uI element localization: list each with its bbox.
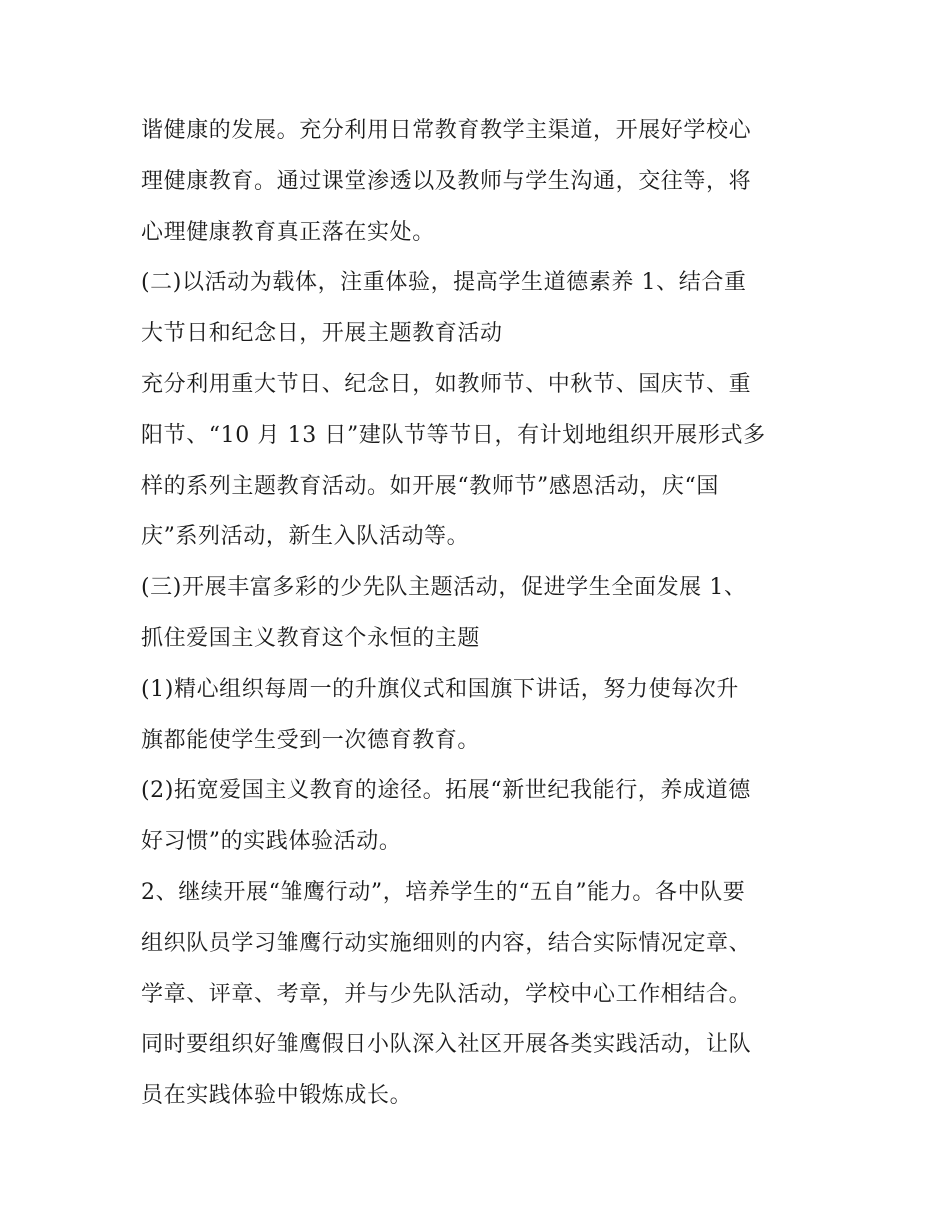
text-line: 学章、评章、考章，并与少先队活动，学校中心工作相结合。 [141, 981, 752, 1007]
section-heading-line: 抓住爱国主义教育这个永恒的主题 [141, 625, 481, 651]
section-heading-line: (三)开展丰富多彩的少先队主题活动，促进学生全面发展 1、 [141, 575, 747, 601]
text-line: 同时要组织好雏鹰假日小队深入社区开展各类实践活动，让队 [141, 1032, 752, 1058]
section-heading-line: 大节日和纪念日，开展主题教育活动 [141, 321, 503, 347]
text-line: (2)拓宽爱国主义教育的途径。拓展“新世纪我能行，养成道德 [141, 778, 751, 804]
text-line: 员在实践体验中锻炼成长。 [141, 1083, 413, 1109]
text-line: 心理健康教育真正落在实处。 [141, 219, 435, 245]
text-line: 好习惯”的实践体验活动。 [141, 829, 402, 855]
text-line: 理健康教育。通过课堂渗透以及教师与学生沟通，交往等，将 [141, 168, 752, 194]
section-heading-line: (二)以活动为载体，注重体验，提高学生道德素养 1、结合重 [141, 270, 747, 296]
text-line: (1)精心组织每周一的升旗仪式和国旗下讲话，努力使每次升 [141, 676, 739, 702]
text-line: 样的系列主题教育活动。如开展“教师节”感恩活动，庆“国 [141, 473, 719, 499]
text-line: 旗都能使学生受到一次德育教育。 [141, 727, 481, 753]
document-body [141, 106, 821, 1122]
text-line: 谐健康的发展。充分利用日常教育教学主渠道，开展好学校心 [141, 118, 752, 143]
text-line: 充分利用重大节日、纪念日，如教师节、中秋节、国庆节、重 [141, 371, 752, 397]
text-line: 阳节、“10 月 13 日”建队节等节日，有计划地组织开展形式多 [141, 422, 766, 448]
text-line: 2、继续开展“雏鹰行动”，培养学生的“五自”能力。各中队要 [141, 879, 746, 905]
text-line: 庆”系列活动，新生入队活动等。 [141, 524, 470, 550]
text-line: 组织队员学习雏鹰行动实施细则的内容，结合实际情况定章、 [141, 930, 752, 956]
